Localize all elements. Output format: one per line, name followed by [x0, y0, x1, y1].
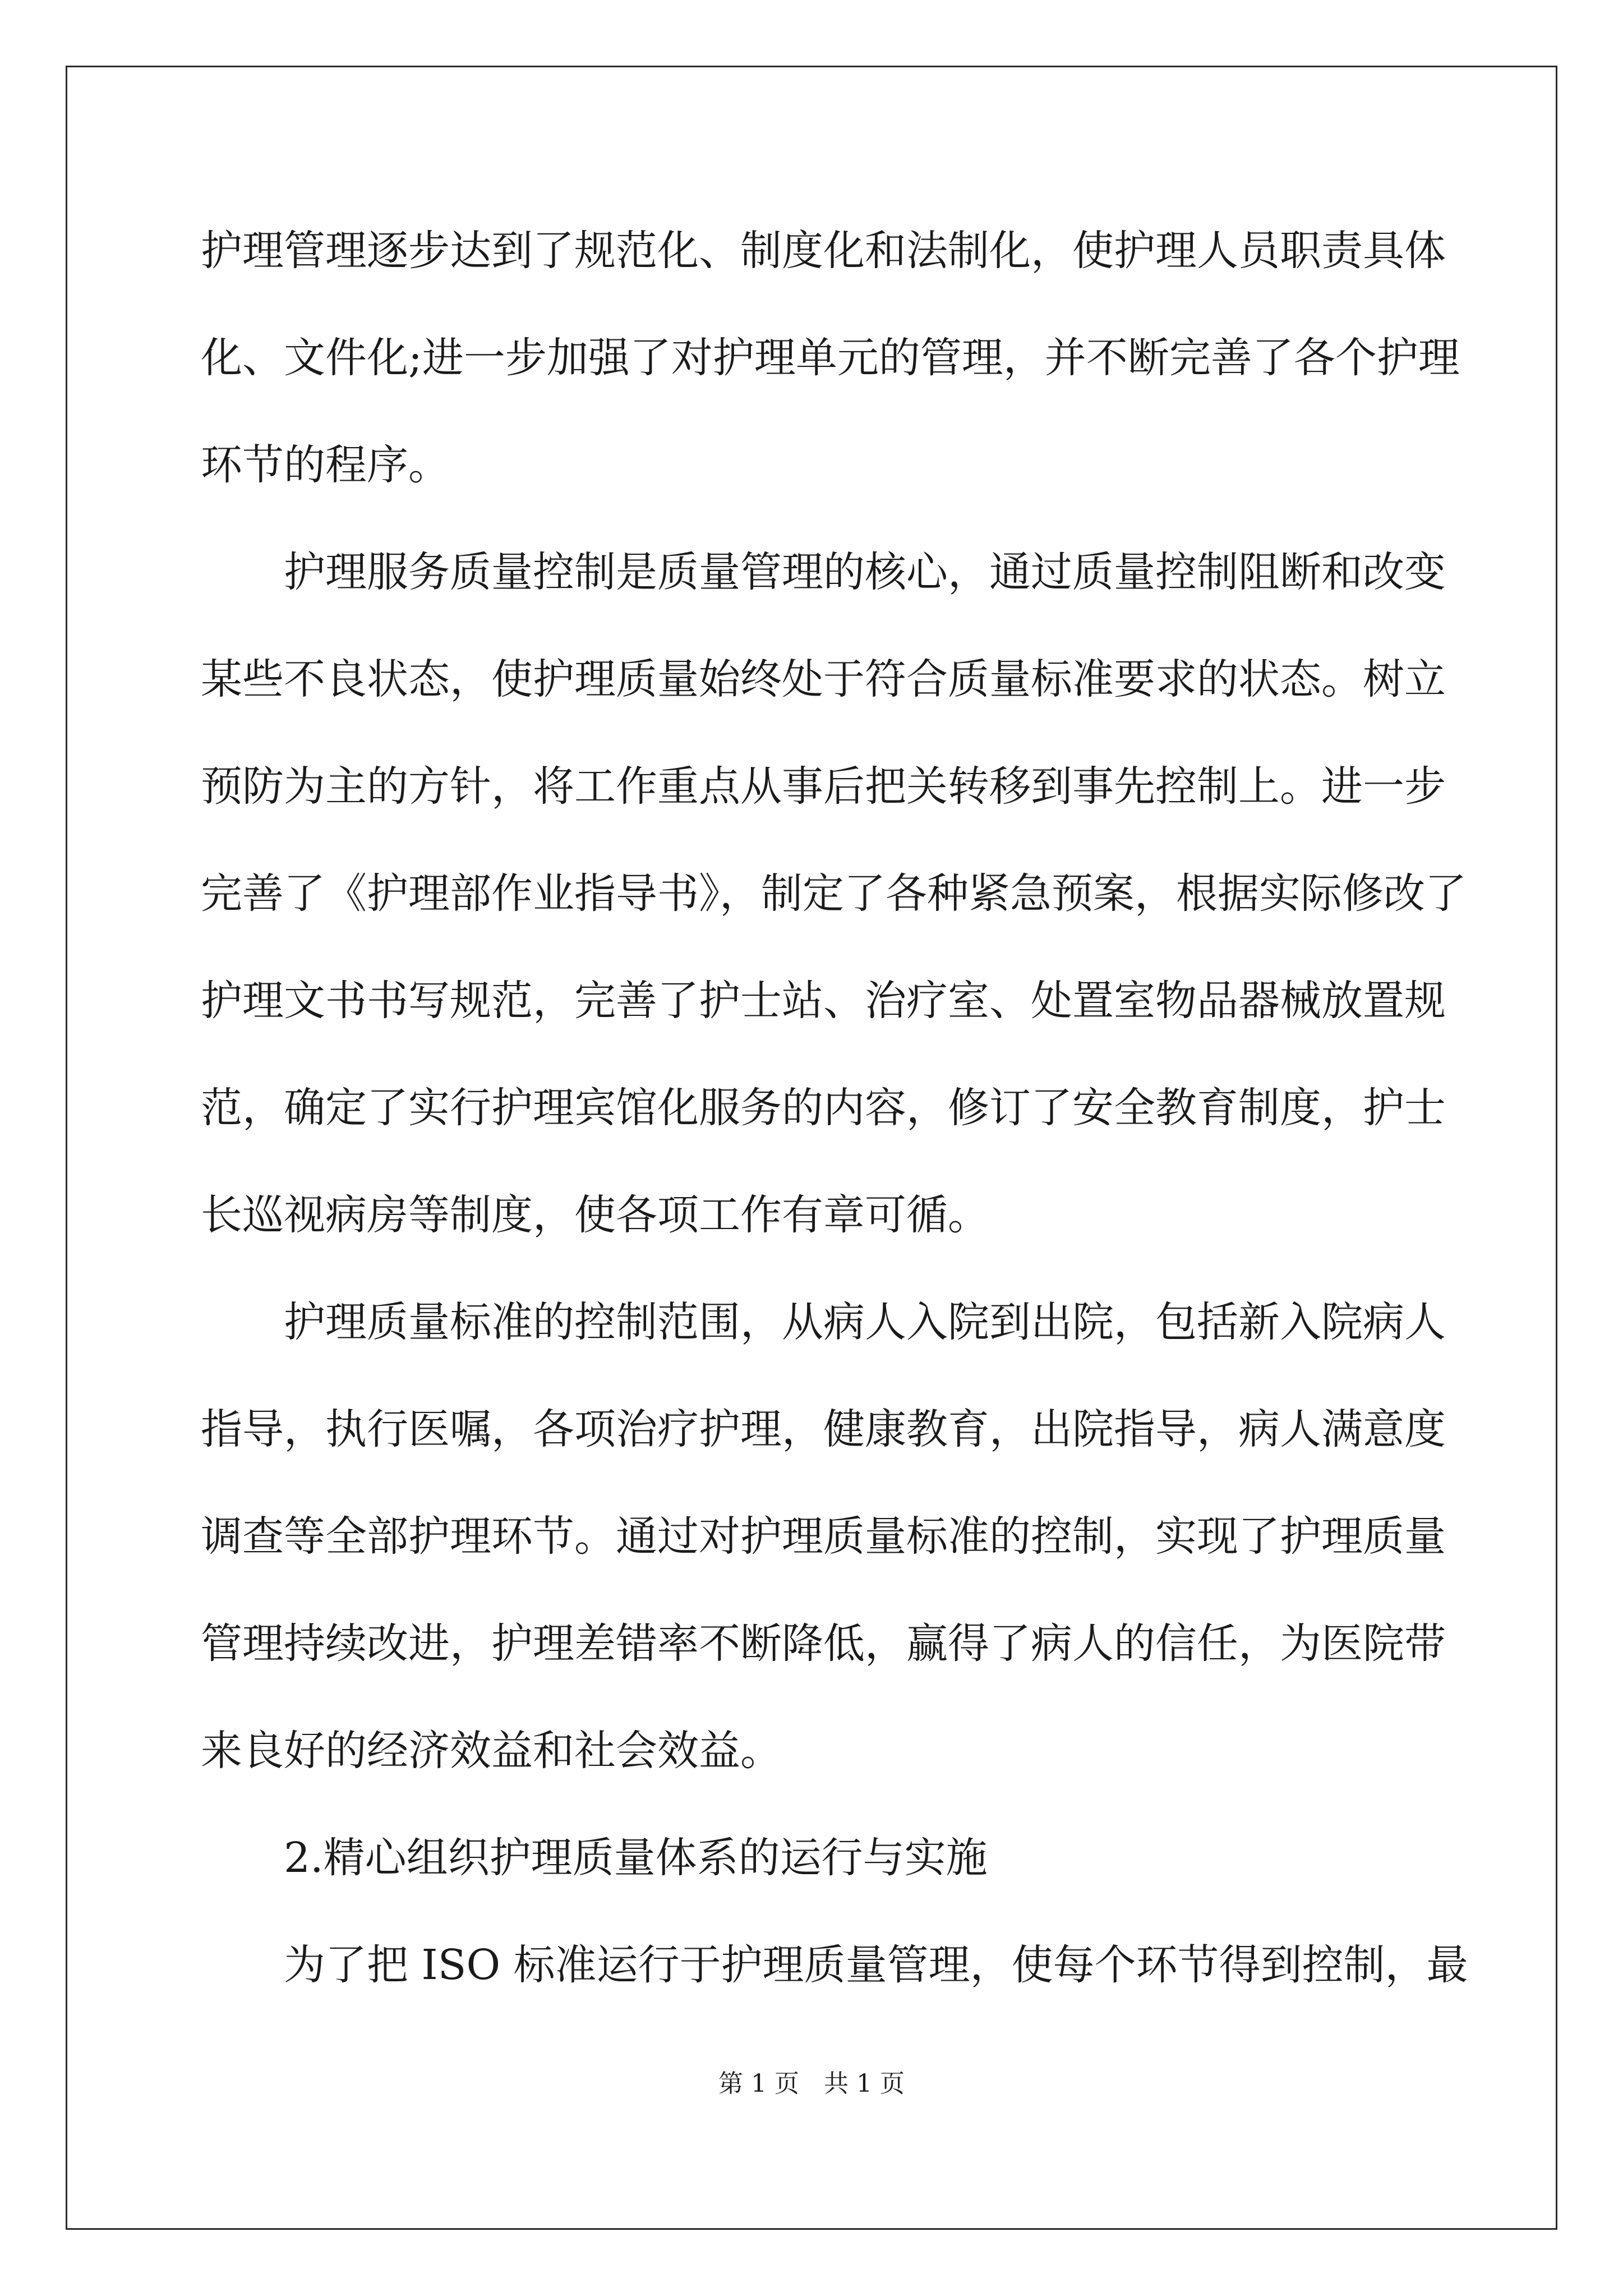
text-line: 护理质量标准的控制范围，从病人入院到出院，包括新入院病人	[201, 1298, 1446, 1346]
text-line: 护理管理逐步达到了规范化、制度化和法制化，使护理人员职责具体	[201, 227, 1446, 275]
text-line: 调查等全部护理环节。通过对护理质量标准的控制，实现了护理质量	[201, 1512, 1446, 1561]
text-line: 指导，执行医嘱，各项治疗护理，健康教育，出院指导，病人满意度	[201, 1405, 1446, 1453]
text-line: 某些不良状态，使护理质量始终处于符合质量标准要求的状态。树立	[201, 655, 1446, 703]
text-line: 护理服务质量控制是质量管理的核心，通过质量控制阻断和改变	[201, 548, 1446, 596]
text-line: 范，确定了实行护理宾馆化服务的内容，修订了安全教育制度，护士	[201, 1084, 1446, 1132]
text-line: 预防为主的方针，将工作重点从事后把关转移到事先控制上。进一步	[201, 762, 1446, 811]
text-line: 完善了《护理部作业指导书》，制定了各种紧急预案，根据实际修改了	[201, 869, 1467, 918]
text-line: 管理持续改进，护理差错率不断降低，赢得了病人的信任，为医院带	[201, 1619, 1446, 1668]
text-line: 化、文件化;进一步加强了对护理单元的管理，并不断完善了各个护理	[201, 334, 1460, 382]
section-heading: 2.精心组织护理质量体系的运行与实施	[201, 1834, 988, 1882]
document-body	[201, 218, 1468, 2039]
text-line: 环节的程序。	[201, 441, 450, 489]
page-number: 第 1 页 共 1 页	[718, 2069, 905, 2098]
text-line: 护理文书书写规范，完善了护士站、治疗室、处置室物品器械放置规	[201, 977, 1446, 1025]
text-line: 长巡视病房等制度，使各项工作有章可循。	[201, 1191, 989, 1239]
text-line: 来良好的经济效益和社会效益。	[201, 1727, 782, 1775]
text-line: 为了把 ISO 标准运行于护理质量管理，使每个环节得到控制，最	[201, 1941, 1468, 1989]
